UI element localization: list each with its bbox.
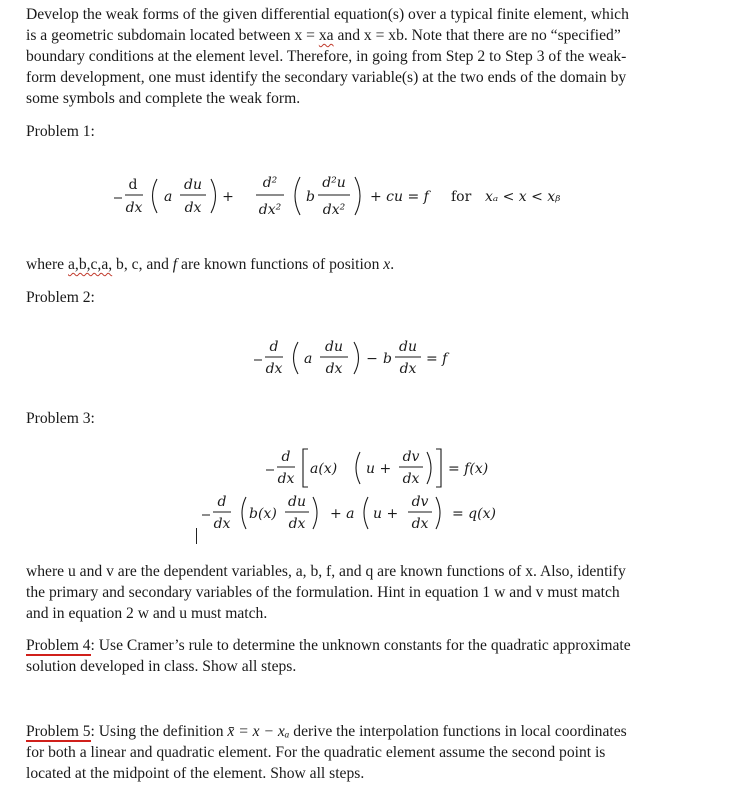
intro-line: form development, one must identify the secondary variable(s) at the two ends of the domain by xyxy=(26,69,627,86)
text-cursor xyxy=(196,528,197,544)
eq-term: + cu = f xyxy=(370,189,429,205)
eq-term: b(x) xyxy=(249,506,277,522)
eq-term: = q(x) xyxy=(452,506,496,522)
paragraph-line: where u and v are the dependent variables, a, b, f, and q are known functions of x. Also, identify xyxy=(26,563,626,580)
intro-paragraph xyxy=(26,4,694,109)
eq-term: = f(x) xyxy=(448,461,489,477)
intro-line: boundary conditions at the element level. Therefore, in going from Step 2 to Step 3 of the weak- xyxy=(26,48,627,65)
problem-2-heading: Problem 2: xyxy=(26,289,95,306)
eq-term: dv xyxy=(411,494,429,510)
problem-3-paragraph xyxy=(26,561,694,624)
eq-term: dx xyxy=(277,471,295,487)
eq-term: d xyxy=(217,494,227,510)
paragraph-line: located at the midpoint of the element. Show all steps. xyxy=(26,765,365,782)
eq-term: + xyxy=(222,189,234,205)
eq-term: dx xyxy=(402,471,420,487)
eq-term: for xyxy=(451,189,472,205)
eq-term: a xyxy=(304,351,313,367)
problem-1-heading: Problem 1: xyxy=(26,123,95,140)
paragraph-line: solution developed in class. Show all steps. xyxy=(26,658,297,675)
xbar-definition: x̄ = x − xₐ xyxy=(227,723,290,740)
eq-term: dx xyxy=(399,361,417,377)
problem-5-paragraph xyxy=(26,721,694,784)
problem-3-equation-2 xyxy=(196,490,516,538)
eq-term: b xyxy=(306,189,315,205)
eq-term: du xyxy=(325,339,343,355)
problem-5-label: Problem 5 xyxy=(26,723,91,740)
paragraph-line: the primary and secondary variables of the formulation. Hint in equation 1 w and v must match xyxy=(26,584,620,601)
eq-term: dx xyxy=(411,516,429,532)
eq-term: d xyxy=(128,177,138,193)
eq-term: dv xyxy=(402,449,420,465)
eq-term: dx² xyxy=(322,202,346,218)
eq-term: u + xyxy=(373,506,399,522)
eq-term: d xyxy=(281,449,291,465)
eq-term: du xyxy=(288,494,306,510)
eq-term: dx xyxy=(325,361,343,377)
eq-term: dx xyxy=(213,516,231,532)
eq-term: d xyxy=(269,339,279,355)
problem-1-where: where a,b,c,a, b, c, and f are known functions of position x. xyxy=(26,256,395,273)
eq-term: + a xyxy=(330,506,355,522)
spelling-flag: a,b,c,a, xyxy=(68,256,113,273)
intro-line: some symbols and complete the weak form. xyxy=(26,90,301,107)
problem-1-equation xyxy=(110,165,630,227)
eq-term: = f xyxy=(426,351,448,367)
eq-term: u + xyxy=(366,461,392,477)
paragraph-line: for both a linear and quadratic element. For the quadratic element assume the second point is xyxy=(26,744,606,761)
problem-2-equation xyxy=(248,335,488,385)
eq-term: dx² xyxy=(258,202,282,218)
problem-3-equation-1 xyxy=(258,445,538,495)
eq-term: du xyxy=(399,339,417,355)
spelling-flag: xa xyxy=(318,27,334,44)
eq-term: xₐ < x < xᵦ xyxy=(485,189,561,205)
eq-term: d²u xyxy=(322,175,346,191)
paragraph-line: Problem 5: Using the definition x̄ = x − xₐ derive the interpolation functions in local coordinates xyxy=(26,723,627,740)
eq-term: d² xyxy=(262,175,278,191)
problem-4-paragraph xyxy=(26,635,694,677)
paragraph-line: Problem 4: Use Cramer’s rule to determine the unknown constants for the quadratic approximate xyxy=(26,637,631,654)
eq-term: dx xyxy=(184,200,202,216)
eq-term: a xyxy=(164,189,173,205)
intro-line: Develop the weak forms of the given differential equation(s) over a typical finite element, which xyxy=(26,6,629,23)
eq-term: dx xyxy=(125,200,143,216)
intro-line: is a geometric subdomain located between x = xa and x = xb. Note that there are no “specified” xyxy=(26,27,621,44)
eq-term: a(x) xyxy=(310,461,338,477)
paragraph-line: and in equation 2 w and u must match. xyxy=(26,605,268,622)
eq-term: du xyxy=(184,177,202,193)
problem-3-heading: Problem 3: xyxy=(26,410,95,427)
eq-term: − xyxy=(366,351,378,367)
eq-term: b xyxy=(383,351,392,367)
eq-term: dx xyxy=(265,361,283,377)
eq-term: dx xyxy=(288,516,306,532)
problem-4-label: Problem 4 xyxy=(26,637,91,654)
